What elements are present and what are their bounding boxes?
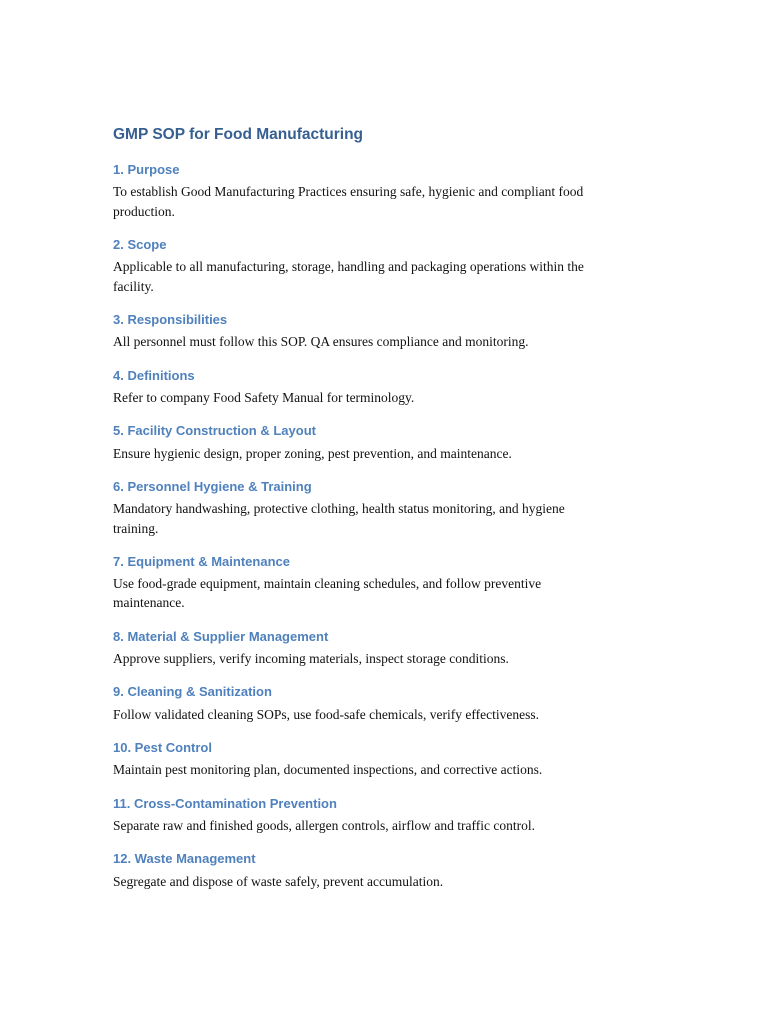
section-equipment-maintenance [113,552,768,613]
section-body [113,388,768,407]
section-purpose [113,160,768,221]
section-responsibilities [113,310,768,352]
body-line: All personnel must follow this SOP. QA ensures compliance and monitoring. [113,334,529,350]
section-body [113,649,768,668]
section-heading: 6. Personnel Hygiene & Training [113,478,312,494]
body-line: To establish Good Manufacturing Practices ensuring safe, hygienic and compliant food [113,184,584,200]
body-line: training. [113,520,159,536]
body-line: Ensure hygienic design, proper zoning, pest prevention, and maintenance. [113,445,512,461]
body-line: Approve suppliers, verify incoming materials, inspect storage conditions. [113,651,509,667]
section-heading: 2. Scope [113,236,167,252]
section-material-supplier [113,627,768,669]
body-line: Separate raw and finished goods, allergen controls, airflow and traffic control. [113,818,535,834]
section-body [113,332,768,351]
section-body [113,257,768,295]
section-body [113,499,768,537]
section-heading: 12. Waste Management [113,851,256,867]
section-body [113,182,768,220]
section-heading: 7. Equipment & Maintenance [113,553,290,569]
section-cross-contamination [113,794,768,836]
section-body [113,444,768,463]
section-cleaning-sanitization [113,682,768,724]
section-facility-construction [113,421,768,463]
section-heading: 1. Purpose [113,162,180,178]
section-body [113,872,768,891]
section-body [113,574,768,612]
body-line: facility. [113,278,154,294]
section-heading: 4. Definitions [113,367,195,383]
body-line: production. [113,203,175,219]
body-line: Segregate and dispose of waste safely, prevent accumulation. [113,873,444,889]
body-line: Mandatory handwashing, protective clothing, health status monitoring, and hygiene [113,501,565,517]
section-waste-management [113,849,768,891]
section-heading: 3. Responsibilities [113,311,228,327]
body-line: Use food-grade equipment, maintain cleaning schedules, and follow preventive [113,576,542,592]
section-heading: 9. Cleaning & Sanitization [113,684,272,700]
body-line: maintenance. [113,595,185,611]
section-body [113,705,768,724]
section-definitions [113,366,768,408]
section-heading: 5. Facility Construction & Layout [113,423,316,439]
section-body [113,760,768,779]
section-heading: 10. Pest Control [113,740,212,756]
body-line: Follow validated cleaning SOPs, use food-safe chemicals, verify effectiveness. [113,706,540,722]
section-pest-control [113,738,768,780]
body-line: Refer to company Food Safety Manual for terminology. [113,389,415,405]
section-heading: 11. Cross-Contamination Prevention [113,795,337,811]
document-title: GMP SOP for Food Manufacturing [113,126,364,143]
section-body [113,816,768,835]
section-scope [113,235,768,296]
body-line: Applicable to all manufacturing, storage, handling and packaging operations within the [113,259,584,275]
section-heading: 8. Material & Supplier Management [113,628,329,644]
body-line: Maintain pest monitoring plan, documented inspections, and corrective actions. [113,762,543,778]
section-personnel-hygiene [113,477,768,538]
